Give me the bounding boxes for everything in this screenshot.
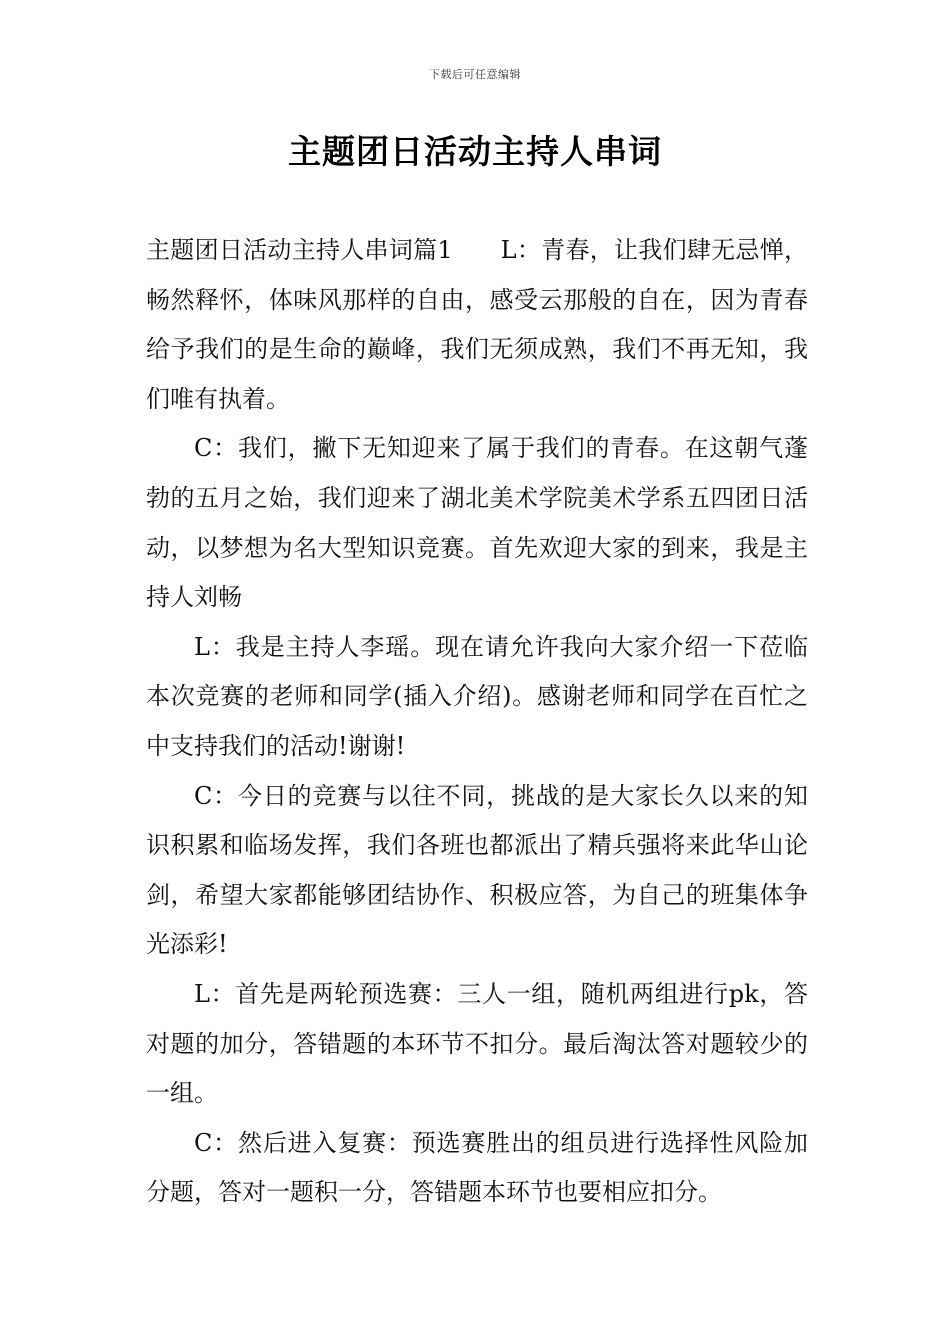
paragraph-1: [146, 226, 808, 424]
header-note: 下载后可任意编辑: [429, 68, 521, 81]
paragraph-1-text: L：青春，让我们肆无忌惮，畅然释怀，体味风那样的自由，感受云那般的自在，因为青春给予我们的是生命的巅峰，我们无须成熟，我们不再无知，我们唯有执着。: [146, 236, 808, 413]
document-body: [146, 226, 808, 1218]
document-title: 主题团日活动主持人串词: [288, 132, 662, 171]
paragraph-3: L：我是主持人李瑶。现在请允许我向大家介绍一下莅临本次竞赛的老师和同学(插入介绍)。感谢老师和同学在百忙之中支持我们的活动!谢谢!: [146, 632, 808, 760]
paragraph-4: C：今日的竞赛与以往不同，挑战的是大家长久以来的知识积累和临场发挥，我们各班也都派出了精兵强将来此华山论剑，希望大家都能够团结协作、积极应答，为自己的班集体争光添彩!: [146, 781, 808, 959]
paragraph-5: L：首先是两轮预选赛：三人一组，随机两组进行pk，答对题的加分，答错题的本环节不扣分。最后淘汰答对题较少的一组。: [146, 979, 808, 1108]
section-heading: 主题团日活动主持人串词篇1: [146, 236, 453, 264]
paragraph-6: C：然后进入复赛：预选赛胜出的组员进行选择性风险加分题，答对一题积一分，答错题本环节也要相应扣分。: [146, 1128, 808, 1207]
paragraph-2: C：我们，撇下无知迎来了属于我们的青春。在这朝气蓬勃的五月之始，我们迎来了湖北美术学院美术学系五四团日活动，以梦想为名大型知识竞赛。首先欢迎大家的到来，我是主持人刘畅: [146, 434, 808, 612]
